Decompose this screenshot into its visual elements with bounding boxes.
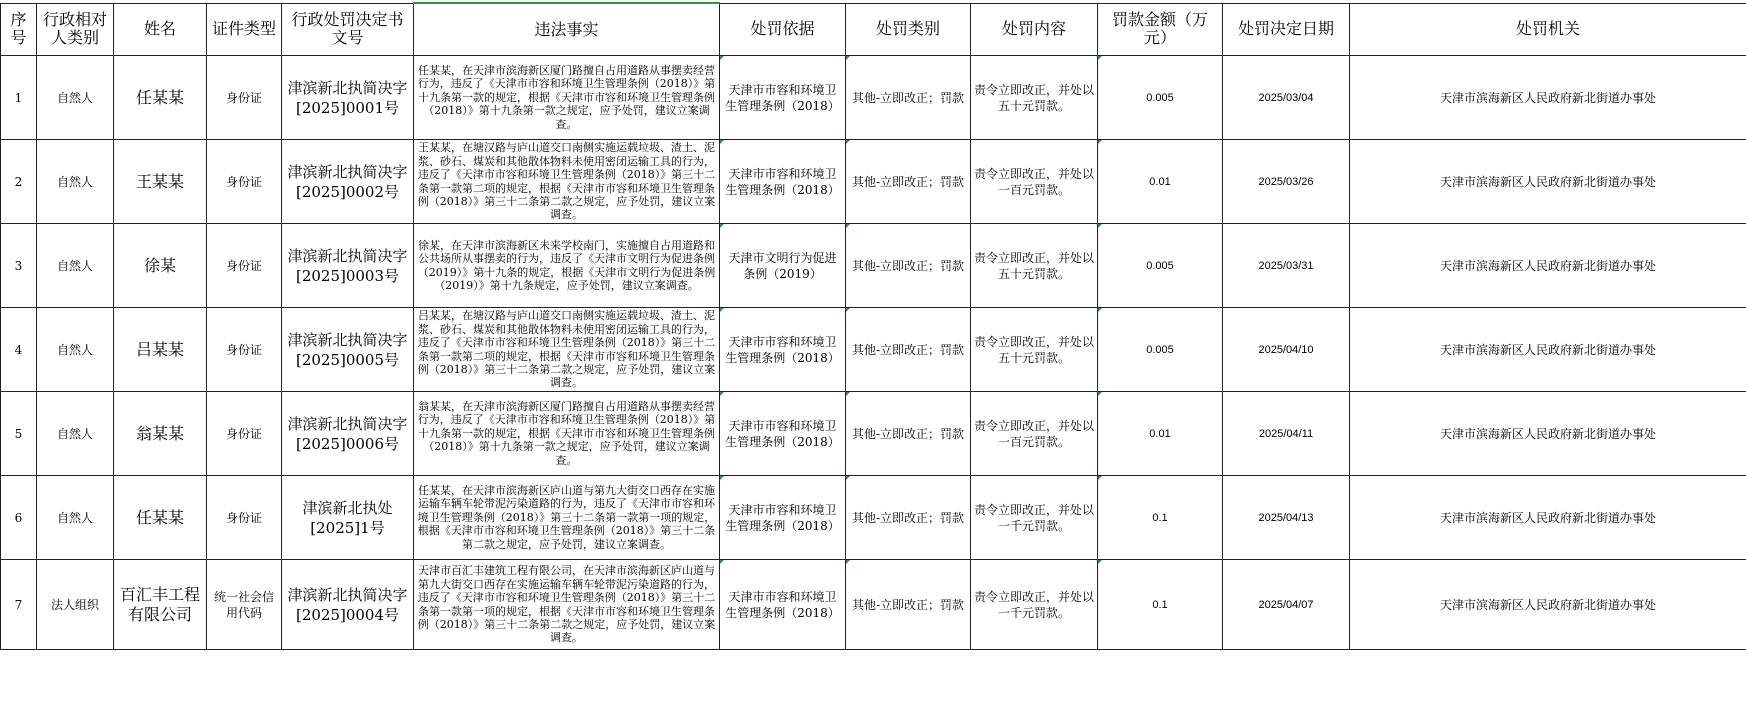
cell-doc-no[interactable]: 津滨新北执简决字[2025]0002号: [282, 140, 414, 224]
cell-penalty-type[interactable]: 其他-立即改正；罚款: [846, 392, 971, 476]
cell-indicator-icon: [1098, 560, 1102, 564]
cell-amount[interactable]: 0.1: [1098, 476, 1223, 560]
cell-fact[interactable]: 任某某，在天津市滨海新区厦门路擅自占用道路从事摆卖经营行为，违反了《天津市市容和环境卫生管理条例（2018）》第十九条第一款的规定，根据《天津市市容和环境卫生管理条例（2018）》第十九条第一款之规定，应予处罚，建议立案调查。: [414, 56, 720, 140]
cell-indicator-icon: [720, 308, 724, 312]
cell-date[interactable]: 2025/04/13: [1223, 476, 1350, 560]
col-header-no[interactable]: 序号: [1, 3, 37, 56]
cell-id-type[interactable]: 身份证: [207, 224, 282, 308]
cell-date[interactable]: 2025/03/04: [1223, 56, 1350, 140]
cell-date[interactable]: 2025/03/31: [1223, 224, 1350, 308]
col-header-fact[interactable]: 违法事实: [414, 3, 720, 56]
col-header-authority[interactable]: 处罚机关: [1350, 3, 1746, 56]
cell-name[interactable]: 翁某某: [114, 392, 207, 476]
cell-amount[interactable]: 0.01: [1098, 140, 1223, 224]
cell-authority[interactable]: 天津市滨海新区人民政府新北街道办事处: [1350, 56, 1746, 140]
cell-indicator-icon: [846, 56, 850, 60]
cell-doc-no[interactable]: 津滨新北执简决字[2025]0003号: [282, 224, 414, 308]
cell-no[interactable]: 1: [1, 56, 37, 140]
cell-category[interactable]: 自然人: [37, 56, 114, 140]
table-row: [1, 560, 1746, 650]
cell-penalty-type[interactable]: 其他-立即改正；罚款: [846, 560, 971, 650]
col-header-id-type[interactable]: 证件类型: [207, 3, 282, 56]
cell-authority[interactable]: 天津市滨海新区人民政府新北街道办事处: [1350, 140, 1746, 224]
cell-penalty-content[interactable]: 责令立即改正，并处以一百元罚款。: [971, 392, 1098, 476]
cell-indicator-icon: [846, 476, 850, 480]
cell-penalty-type[interactable]: 其他-立即改正；罚款: [846, 56, 971, 140]
cell-no[interactable]: 2: [1, 140, 37, 224]
cell-doc-no[interactable]: 津滨新北执简决字[2025]0004号: [282, 560, 414, 650]
cell-date[interactable]: 2025/03/26: [1223, 140, 1350, 224]
cell-indicator-icon: [1098, 224, 1102, 228]
cell-authority[interactable]: 天津市滨海新区人民政府新北街道办事处: [1350, 224, 1746, 308]
cell-name[interactable]: 吕某某: [114, 308, 207, 392]
cell-indicator-icon: [1098, 56, 1102, 60]
cell-date[interactable]: 2025/04/07: [1223, 560, 1350, 650]
cell-indicator-icon: [1098, 140, 1102, 144]
cell-name[interactable]: 王某某: [114, 140, 207, 224]
cell-indicator-icon: [846, 140, 850, 144]
cell-amount[interactable]: 0.005: [1098, 308, 1223, 392]
cell-penalty-content[interactable]: 责令立即改正，并处以五十元罚款。: [971, 224, 1098, 308]
col-header-penalty-content[interactable]: 处罚内容: [971, 3, 1098, 56]
cell-no[interactable]: 4: [1, 308, 37, 392]
table-row: [1, 224, 1746, 308]
cell-fact[interactable]: 翁某某，在天津市滨海新区厦门路擅自占用道路从事摆卖经营行为，违反了《天津市市容和环境卫生管理条例（2018）》第十九条第一款的规定，根据《天津市市容和环境卫生管理条例（2018）》第十九条第一款之规定，应予处罚，建议立案调查。: [414, 392, 720, 476]
table-row: [1, 392, 1746, 476]
col-header-category[interactable]: 行政相对人类别: [37, 3, 114, 56]
col-header-date[interactable]: 处罚决定日期: [1223, 3, 1350, 56]
cell-amount[interactable]: 0.01: [1098, 392, 1223, 476]
cell-indicator-icon: [846, 308, 850, 312]
cell-indicator-icon: [1098, 476, 1102, 480]
cell-category[interactable]: 自然人: [37, 308, 114, 392]
cell-no[interactable]: 3: [1, 224, 37, 308]
cell-category[interactable]: 法人组织: [37, 560, 114, 650]
table-row: [1, 56, 1746, 140]
cell-doc-no[interactable]: 津滨新北执简决字[2025]0006号: [282, 392, 414, 476]
cell-authority[interactable]: 天津市滨海新区人民政府新北街道办事处: [1350, 308, 1746, 392]
cell-id-type[interactable]: 身份证: [207, 392, 282, 476]
penalty-table: [0, 2, 1746, 650]
header-row: [1, 3, 1746, 56]
col-header-name[interactable]: 姓名: [114, 3, 207, 56]
cell-basis[interactable]: 天津市市容和环境卫生管理条例（2018）: [720, 476, 846, 560]
cell-authority[interactable]: 天津市滨海新区人民政府新北街道办事处: [1350, 476, 1746, 560]
cell-category[interactable]: 自然人: [37, 392, 114, 476]
cell-id-type[interactable]: 统一社会信用代码: [207, 560, 282, 650]
cell-fact[interactable]: 王某某，在塘汉路与庐山道交口南侧实施运载垃圾、渣土、泥浆、砂石、煤炭和其他散体物料未使用密闭运输工具的行为，违反了《天津市市容和环境卫生管理条例（2018）》第三十二条第一款第二项的规定，根据《天津市市容和环境卫生管理条例（2018）》第三十二条第二款之规定，应予处罚，建议立案调查。: [414, 140, 720, 224]
cell-indicator-icon: [846, 224, 850, 228]
cell-id-type[interactable]: 身份证: [207, 140, 282, 224]
cell-indicator-icon: [720, 560, 724, 564]
cell-basis[interactable]: 天津市市容和环境卫生管理条例（2018）: [720, 392, 846, 476]
cell-doc-no[interactable]: 津滨新北执简决字[2025]0005号: [282, 308, 414, 392]
cell-indicator-icon: [846, 392, 850, 396]
col-header-doc-no[interactable]: 行政处罚决定书文号: [282, 3, 414, 56]
col-header-penalty-type[interactable]: 处罚类别: [846, 3, 971, 56]
cell-penalty-content[interactable]: 责令立即改正，并处以一百元罚款。: [971, 140, 1098, 224]
cell-basis[interactable]: 天津市市容和环境卫生管理条例（2018）: [720, 560, 846, 650]
cell-authority[interactable]: 天津市滨海新区人民政府新北街道办事处: [1350, 392, 1746, 476]
cell-amount[interactable]: 0.1: [1098, 560, 1223, 650]
cell-authority[interactable]: 天津市滨海新区人民政府新北街道办事处: [1350, 560, 1746, 650]
table-row: [1, 308, 1746, 392]
cell-no[interactable]: 5: [1, 392, 37, 476]
cell-name[interactable]: 任某某: [114, 56, 207, 140]
cell-id-type[interactable]: 身份证: [207, 56, 282, 140]
cell-penalty-type[interactable]: 其他-立即改正；罚款: [846, 224, 971, 308]
cell-name[interactable]: 任某某: [114, 476, 207, 560]
cell-penalty-content[interactable]: 责令立即改正，并处以五十元罚款。: [971, 56, 1098, 140]
cell-name[interactable]: 百汇丰工程有限公司: [114, 560, 207, 650]
cell-indicator-icon: [720, 224, 724, 228]
cell-indicator-icon: [1098, 392, 1102, 396]
cell-penalty-content[interactable]: 责令立即改正，并处以一千元罚款。: [971, 476, 1098, 560]
cell-penalty-type[interactable]: 其他-立即改正；罚款: [846, 308, 971, 392]
cell-penalty-content[interactable]: 责令立即改正，并处以一千元罚款。: [971, 560, 1098, 650]
cell-fact[interactable]: 吕某某，在塘汉路与庐山道交口南侧实施运载垃圾、渣土、泥浆、砂石、煤炭和其他散体物料未使用密闭运输工具的行为，违反了《天津市市容和环境卫生管理条例（2018）》第三十二条第一款第二项的规定，根据《天津市市容和环境卫生管理条例（2018）》第三十二条第二款之规定，应予处罚，建议立案调查。: [414, 308, 720, 392]
cell-fact[interactable]: 天津市百汇丰建筑工程有限公司，在天津市滨海新区庐山道与第九大街交口西存在实施运输车辆车轮带泥污染道路的行为，违反了《天津市市容和环境卫生管理条例（2018）》第三十二条第一款第一项的规定，根据《天津市市容和环境卫生管理条例（2018）》第三十二条第二款之规定，应予处罚，建议立案调查。: [414, 560, 720, 650]
col-header-basis[interactable]: 处罚依据: [720, 3, 846, 56]
cell-category[interactable]: 自然人: [37, 224, 114, 308]
cell-basis[interactable]: 天津市市容和环境卫生管理条例（2018）: [720, 56, 846, 140]
cell-amount[interactable]: 0.005: [1098, 224, 1223, 308]
col-header-amount[interactable]: 罚款金额（万元）: [1098, 3, 1223, 56]
cell-penalty-type[interactable]: 其他-立即改正；罚款: [846, 476, 971, 560]
cell-category[interactable]: 自然人: [37, 476, 114, 560]
cell-indicator-icon: [720, 56, 724, 60]
table-row: [1, 140, 1746, 224]
cell-date[interactable]: 2025/04/11: [1223, 392, 1350, 476]
cell-indicator-icon: [720, 476, 724, 480]
cell-indicator-icon: [720, 140, 724, 144]
cell-indicator-icon: [1098, 308, 1102, 312]
cell-doc-no[interactable]: 津滨新北执简决字[2025]0001号: [282, 56, 414, 140]
cell-doc-no[interactable]: 津滨新北执处[2025]1号: [282, 476, 414, 560]
cell-no[interactable]: 7: [1, 560, 37, 650]
cell-indicator-icon: [846, 560, 850, 564]
cell-category[interactable]: 自然人: [37, 140, 114, 224]
cell-indicator-icon: [720, 392, 724, 396]
cell-basis[interactable]: 天津市市容和环境卫生管理条例（2018）: [720, 140, 846, 224]
cell-fact[interactable]: 任某某，在天津市滨海新区庐山道与第九大街交口西存在实施运输车辆车轮带泥污染道路的行为，违反了《天津市市容和环境卫生管理条例（2018）》第三十二条第一款第一项的规定，根据《天津市市容和环境卫生管理条例（2018）》第三十二条第二款之规定，应予处罚，建议立案调查。: [414, 476, 720, 560]
cell-basis[interactable]: 天津市市容和环境卫生管理条例（2018）: [720, 308, 846, 392]
cell-fact[interactable]: 徐某，在天津市滨海新区未来学校南门，实施擅自占用道路和公共场所从事摆卖的行为，违反了《天津市文明行为促进条例（2019）》第十九条的规定，根据《天津市文明行为促进条例（2019）》第十九条规定，应予处罚，建议立案调查。: [414, 224, 720, 308]
cell-penalty-content[interactable]: 责令立即改正，并处以五十元罚款。: [971, 308, 1098, 392]
cell-id-type[interactable]: 身份证: [207, 308, 282, 392]
cell-no[interactable]: 6: [1, 476, 37, 560]
cell-basis[interactable]: 天津市文明行为促进条例（2019）: [720, 224, 846, 308]
table-row: [1, 476, 1746, 560]
cell-id-type[interactable]: 身份证: [207, 476, 282, 560]
cell-name[interactable]: 徐某: [114, 224, 207, 308]
cell-penalty-type[interactable]: 其他-立即改正；罚款: [846, 140, 971, 224]
cell-amount[interactable]: 0.005: [1098, 56, 1223, 140]
cell-date[interactable]: 2025/04/10: [1223, 308, 1350, 392]
